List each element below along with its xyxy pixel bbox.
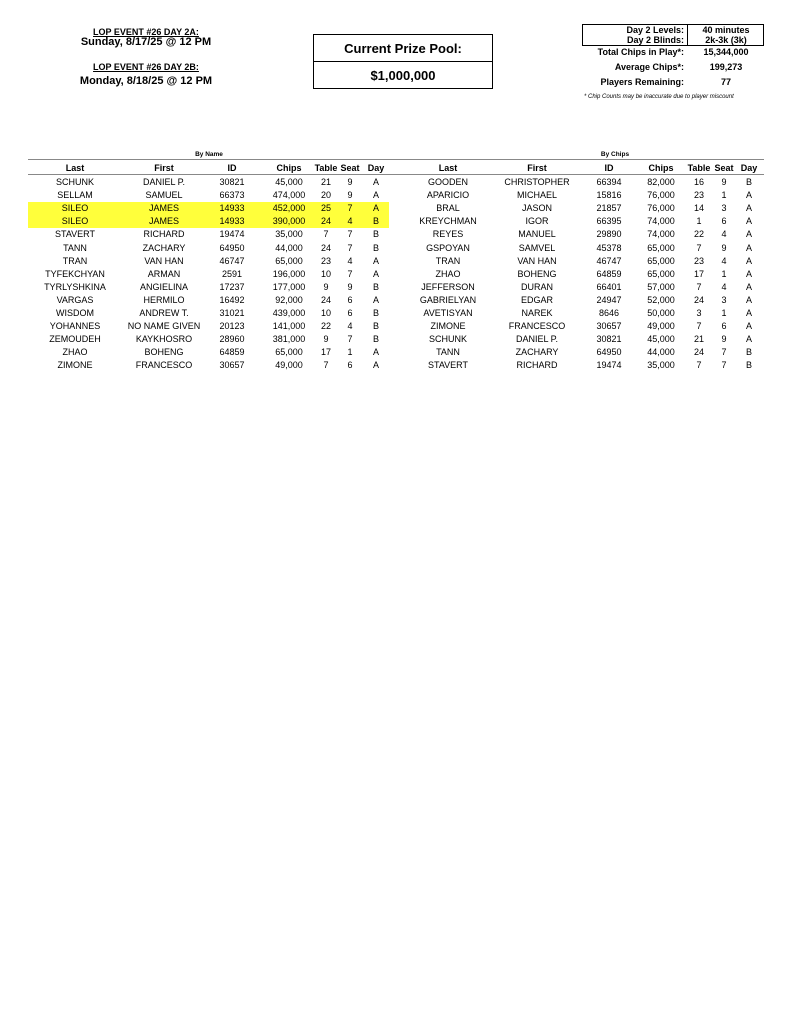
by-chips-cell: B [745,347,752,358]
by-chips-cell: 44,000 [647,347,675,358]
by-name-cell: 9 [347,281,353,292]
by-chips-col-header: Seat [714,163,734,173]
by-chips-cell: 9 [721,177,727,187]
by-chips-cell: GSPOYAN [426,242,470,253]
by-name-cell: 24 [320,242,331,253]
by-name-cell: VARGAS [56,294,94,305]
by-chips-cell: AVETISYAN [423,308,473,318]
by-chips-cell: EDGAR [520,294,553,305]
by-chips-col-header: ID [604,163,614,173]
by-chips-cell: FRANCESCO [508,321,566,332]
by-chips-cell: 74,000 [647,216,675,227]
by-chips-cell: MANUEL [518,229,556,240]
by-name-cell: 16492 [219,294,245,305]
by-chips-cell: 7 [696,281,702,292]
by-name-cell: B [372,281,379,292]
by-chips-cell: SAMVEL [518,242,556,253]
by-name-cell: 20 [320,190,331,201]
by-chips-cell: 16 [693,177,704,187]
by-name-cell: 7 [347,203,353,214]
by-name-cell: A [372,255,379,266]
by-name-cell: 6 [347,308,353,318]
by-name-cell: B [372,242,379,253]
by-chips-col-header: Table [687,163,711,173]
by-name-cell: 25 [320,203,331,214]
by-chips-cell: SCHUNK [428,334,467,345]
by-name-cell: 7 [347,268,353,279]
by-name-cell: 381,000 [272,334,306,345]
by-name-col-header: ID [227,163,237,173]
by-name-cell: RICHARD [143,229,185,240]
by-name-cell: SELLAM [57,190,93,201]
by-name-cell: 65,000 [275,347,303,358]
by-name-cell: 177,000 [272,281,306,292]
stat-value: 40 minutes [702,25,750,35]
stat-row-total-chips [524,46,769,58]
by-chips-cell: A [745,334,752,345]
by-chips-cell: 9 [721,334,727,345]
by-name-cell: NO NAME GIVEN [127,321,201,332]
by-name-col-header: Day [367,163,385,173]
by-name-cell: 196,000 [272,268,306,279]
stat-label: Players Remaining: [600,77,684,87]
by-chips-cell: 64859 [596,268,622,279]
by-name-cell: STAVERT [54,229,95,240]
by-chips-cell: 66394 [596,177,622,187]
by-name-cell: 7 [347,334,353,345]
by-name-cell: SILEO [61,216,89,227]
chip-count-note: * Chip Counts may be inaccurate due to player miscount [584,94,734,100]
by-name-cell: 64950 [219,242,245,253]
by-chips-cell: 4 [721,281,727,292]
event-2a-date: Sunday, 8/17/25 @ 12 PM [80,36,212,48]
by-chips-cell: A [745,190,752,201]
by-chips-cell: JEFFERSON [421,281,475,292]
prize-pool-value: $1,000,000 [314,61,492,88]
by-chips-cell: 4 [721,229,727,240]
by-name-cell: 7 [347,229,353,240]
table-header-divider [28,174,764,175]
prize-pool-box [313,34,493,89]
by-name-col-header: Chips [276,163,302,173]
event-2b-date: Monday, 8/18/25 @ 12 PM [79,75,213,87]
by-name-cell: 19474 [219,229,245,240]
by-chips-cell: BRAL [436,203,460,214]
tournament-stats [524,24,769,94]
stat-value: 77 [720,77,731,87]
by-name-cell: 92,000 [275,294,303,305]
by-chips-cell: A [745,203,752,214]
stat-label: Day 2 Levels: [626,25,684,35]
table-top-divider [28,159,764,160]
by-name-cell: TANN [63,242,87,253]
by-chips-title: By Chips [600,151,630,158]
by-name-cell: ZEMOUDEH [49,334,101,345]
by-name-cell: 24 [320,294,331,305]
by-chips-col-header: Last [438,163,458,173]
by-name-cell: A [372,190,379,201]
by-chips-cell: 7 [696,360,702,371]
by-chips-cell: IGOR [525,216,549,227]
by-chips-cell: TRAN [435,255,461,266]
by-chips-col-header: Chips [648,163,674,173]
by-chips-cell: 30821 [596,334,622,345]
by-chips-cell: 74,000 [647,229,675,240]
by-name-cell: 2591 [221,268,243,279]
by-chips-cell: A [745,229,752,240]
by-name-cell: A [372,294,379,305]
by-chips-cell: 57,000 [647,281,675,292]
by-name-cell: 10 [320,268,331,279]
by-name-cell: 4 [347,321,353,332]
by-name-cell: 45,000 [275,177,303,187]
event-2b-title: LOP EVENT #26 DAY 2B: [93,62,199,72]
by-chips-cell: APARICIO [426,190,470,201]
by-chips-cell: A [745,281,752,292]
by-name-cell: 30821 [219,177,245,187]
by-chips-cell: MICHAEL [516,190,557,201]
by-name-cell: 46747 [219,255,245,266]
by-chips-cell: 9 [721,242,727,253]
by-name-cell: 23 [320,255,331,266]
by-name-col-header: First [154,163,174,173]
by-chips-cell: 14 [693,203,704,214]
by-name-cell: 4 [347,255,353,266]
by-chips-cell: 45378 [596,242,622,253]
by-name-col-header: Seat [340,163,360,173]
by-name-cell: KAYKHOSRO [135,334,193,345]
by-chips-cell: A [745,268,752,279]
by-chips-cell: A [745,255,752,266]
by-name-cell: 7 [323,360,329,371]
by-name-cell: A [372,203,379,214]
by-chips-cell: A [745,242,752,253]
by-chips-cell: 76,000 [647,190,675,201]
by-name-col-header: Last [65,163,85,173]
stat-value: 2k-3k (3k) [705,35,747,45]
by-chips-cell: 3 [721,203,727,214]
by-chips-cell: 6 [721,216,727,227]
by-chips-cell: 6 [721,321,727,332]
by-name-cell: 439,000 [272,308,306,318]
by-chips-cell: ZACHARY [515,347,559,358]
by-chips-cell: DANIEL P. [515,334,559,345]
by-chips-cell: A [745,294,752,305]
by-chips-cell: B [745,177,752,187]
by-name-cell: 474,000 [272,190,306,201]
by-name-cell: 6 [347,294,353,305]
by-name-cell: A [372,177,379,187]
by-chips-cell: NAREK [521,308,553,318]
by-chips-cell: REYES [432,229,464,240]
by-name-cell: TYRLYSHKINA [44,281,106,292]
by-chips-cell: 23 [693,255,704,266]
by-chips-cell: 3 [721,294,727,305]
by-chips-cell: GABRIELYAN [419,294,477,305]
by-name-cell: YOHANNES [49,321,101,332]
by-name-col-header: Table [314,163,338,173]
stat-value: 199,273 [709,62,743,72]
stat-row-average-chips [524,61,769,73]
by-name-cell: B [372,321,379,332]
by-name-cell: SAMUEL [145,190,183,201]
by-name-cell: 141,000 [272,321,306,332]
by-name-cell: B [372,229,379,240]
by-name-cell: B [372,216,379,227]
by-chips-cell: VAN HAN [517,255,557,266]
by-name-cell: A [372,360,379,371]
by-chips-cell: 7 [721,347,727,358]
by-chips-cell: 15816 [596,190,622,201]
by-name-cell: ANDREW T. [139,308,189,318]
by-name-cell: 65,000 [275,255,303,266]
by-chips-cell: 7 [721,360,727,371]
by-name-cell: SILEO [61,203,89,214]
by-name-cell: 28960 [219,334,245,345]
by-chips-cell: 24947 [596,294,622,305]
by-name-cell: B [372,308,379,318]
by-name-cell: A [372,268,379,279]
stat-label: Day 2 Blinds: [626,35,684,45]
by-chips-cell: 82,000 [647,177,675,187]
by-chips-cell: 8646 [598,308,620,318]
by-chips-cell: KREYCHMAN [419,216,477,227]
by-name-cell: VAN HAN [144,255,184,266]
by-chips-cell: 65,000 [647,268,675,279]
by-name-cell: 452,000 [272,203,306,214]
by-chips-cell: 66395 [596,216,622,227]
stat-label: Total Chips in Play*: [597,47,684,57]
by-chips-cell: JASON [521,203,552,214]
by-chips-cell: 21 [693,334,704,345]
by-chips-cell: 3 [696,308,702,318]
by-chips-col-header: First [527,163,547,173]
by-name-title: By Name [195,151,223,158]
by-name-cell: 9 [347,177,353,187]
by-name-cell: 21 [320,177,331,187]
by-name-cell: 4 [347,216,353,227]
by-chips-cell: BOHENG [517,268,557,279]
by-name-cell: 66373 [219,190,245,201]
by-chips-cell: 65,000 [647,242,675,253]
by-chips-cell: 52,000 [647,294,675,305]
by-chips-cell: RICHARD [516,360,558,371]
prize-pool-label: Current Prize Pool: [344,40,462,56]
by-chips-cell: 76,000 [647,203,675,214]
by-chips-cell: 46747 [596,255,622,266]
by-name-cell: ZIMONE [57,360,93,371]
by-chips-cell: 1 [721,268,727,279]
by-name-cell: 10 [320,308,331,318]
by-name-cell: 30657 [219,360,245,371]
by-name-cell: 14933 [219,203,245,214]
event-2a-title: LOP EVENT #26 DAY 2A: [93,27,199,37]
by-chips-cell: 30657 [596,321,622,332]
by-name-cell: BOHENG [144,347,184,358]
by-chips-cell: GOODEN [427,177,468,187]
by-chips-cell: 19474 [596,360,622,371]
by-name-cell: 44,000 [275,242,303,253]
by-chips-cell: 22 [693,229,704,240]
by-chips-cell: 1 [721,308,727,318]
by-name-cell: 9 [347,190,353,201]
by-chips-cell: TANN [436,347,460,358]
by-name-cell: ANGIELINA [139,281,188,292]
stat-label: Average Chips*: [614,62,684,72]
by-name-cell: JAMES [148,216,179,227]
by-name-cell: 6 [347,360,353,371]
by-name-cell: B [372,334,379,345]
by-chips-cell: 21857 [596,203,622,214]
by-name-cell: TRAN [62,255,88,266]
by-name-cell: HERMILO [143,294,185,305]
by-name-cell: 35,000 [275,229,303,240]
by-name-cell: 9 [323,281,329,292]
by-chips-cell: 23 [693,190,704,201]
by-chips-cell: 35,000 [647,360,675,371]
by-name-cell: 20123 [219,321,245,332]
by-chips-cell: 1 [721,190,727,201]
by-chips-cell: 64950 [596,347,622,358]
stat-row-players-remaining [524,76,769,88]
by-chips-col-header: Day [740,163,758,173]
by-chips-cell: 24 [693,347,704,358]
by-chips-cell: ZIMONE [430,321,466,332]
stat-value: 15,344,000 [703,47,749,57]
by-chips-cell: 50,000 [647,308,675,318]
by-chips-cell: DURAN [520,281,553,292]
by-name-cell: 49,000 [275,360,303,371]
by-name-cell: DANIEL P. [142,177,186,187]
by-name-cell: 64859 [219,347,245,358]
by-chips-cell: B [745,360,752,371]
by-name-cell: 17 [320,347,331,358]
by-name-cell: 22 [320,321,331,332]
by-name-cell: WISDOM [56,308,94,318]
by-chips-cell: 24 [693,294,704,305]
by-name-cell: JAMES [148,203,179,214]
by-name-cell: 390,000 [272,216,306,227]
stat-row-blinds [524,34,769,46]
by-chips-cell: 17 [693,268,704,279]
by-chips-cell: 7 [696,321,702,332]
by-chips-cell: STAVERT [427,360,468,371]
by-chips-cell: CHRISTOPHER [504,177,570,187]
by-name-cell: TYFEKCHYAN [45,268,105,279]
by-chips-cell: 45,000 [647,334,675,345]
by-name-cell: ZACHARY [142,242,186,253]
by-chips-cell: 66401 [596,281,622,292]
by-chips-cell: 49,000 [647,321,675,332]
by-name-cell: 9 [323,334,329,345]
by-name-cell: 7 [323,229,329,240]
by-chips-cell: 1 [696,216,702,227]
by-chips-cell: 4 [721,255,727,266]
by-name-cell: ARMAN [147,268,181,279]
by-chips-cell: 7 [696,242,702,253]
by-chips-cell: A [745,321,752,332]
by-chips-cell: 65,000 [647,255,675,266]
by-name-cell: 31021 [219,308,245,318]
by-name-cell: 7 [347,242,353,253]
by-name-cell: 24 [320,216,331,227]
by-chips-cell: 29890 [596,229,622,240]
by-name-cell: ZHAO [62,347,88,358]
by-chips-cell: A [745,308,752,318]
by-chips-cell: A [745,216,752,227]
by-name-cell: SCHUNK [55,177,94,187]
by-chips-cell: ZHAO [435,268,461,279]
by-name-cell: 14933 [219,216,245,227]
by-name-cell: A [372,347,379,358]
by-name-cell: FRANCESCO [135,360,193,371]
by-name-cell: 1 [347,347,353,358]
by-name-cell: 17237 [219,281,245,292]
